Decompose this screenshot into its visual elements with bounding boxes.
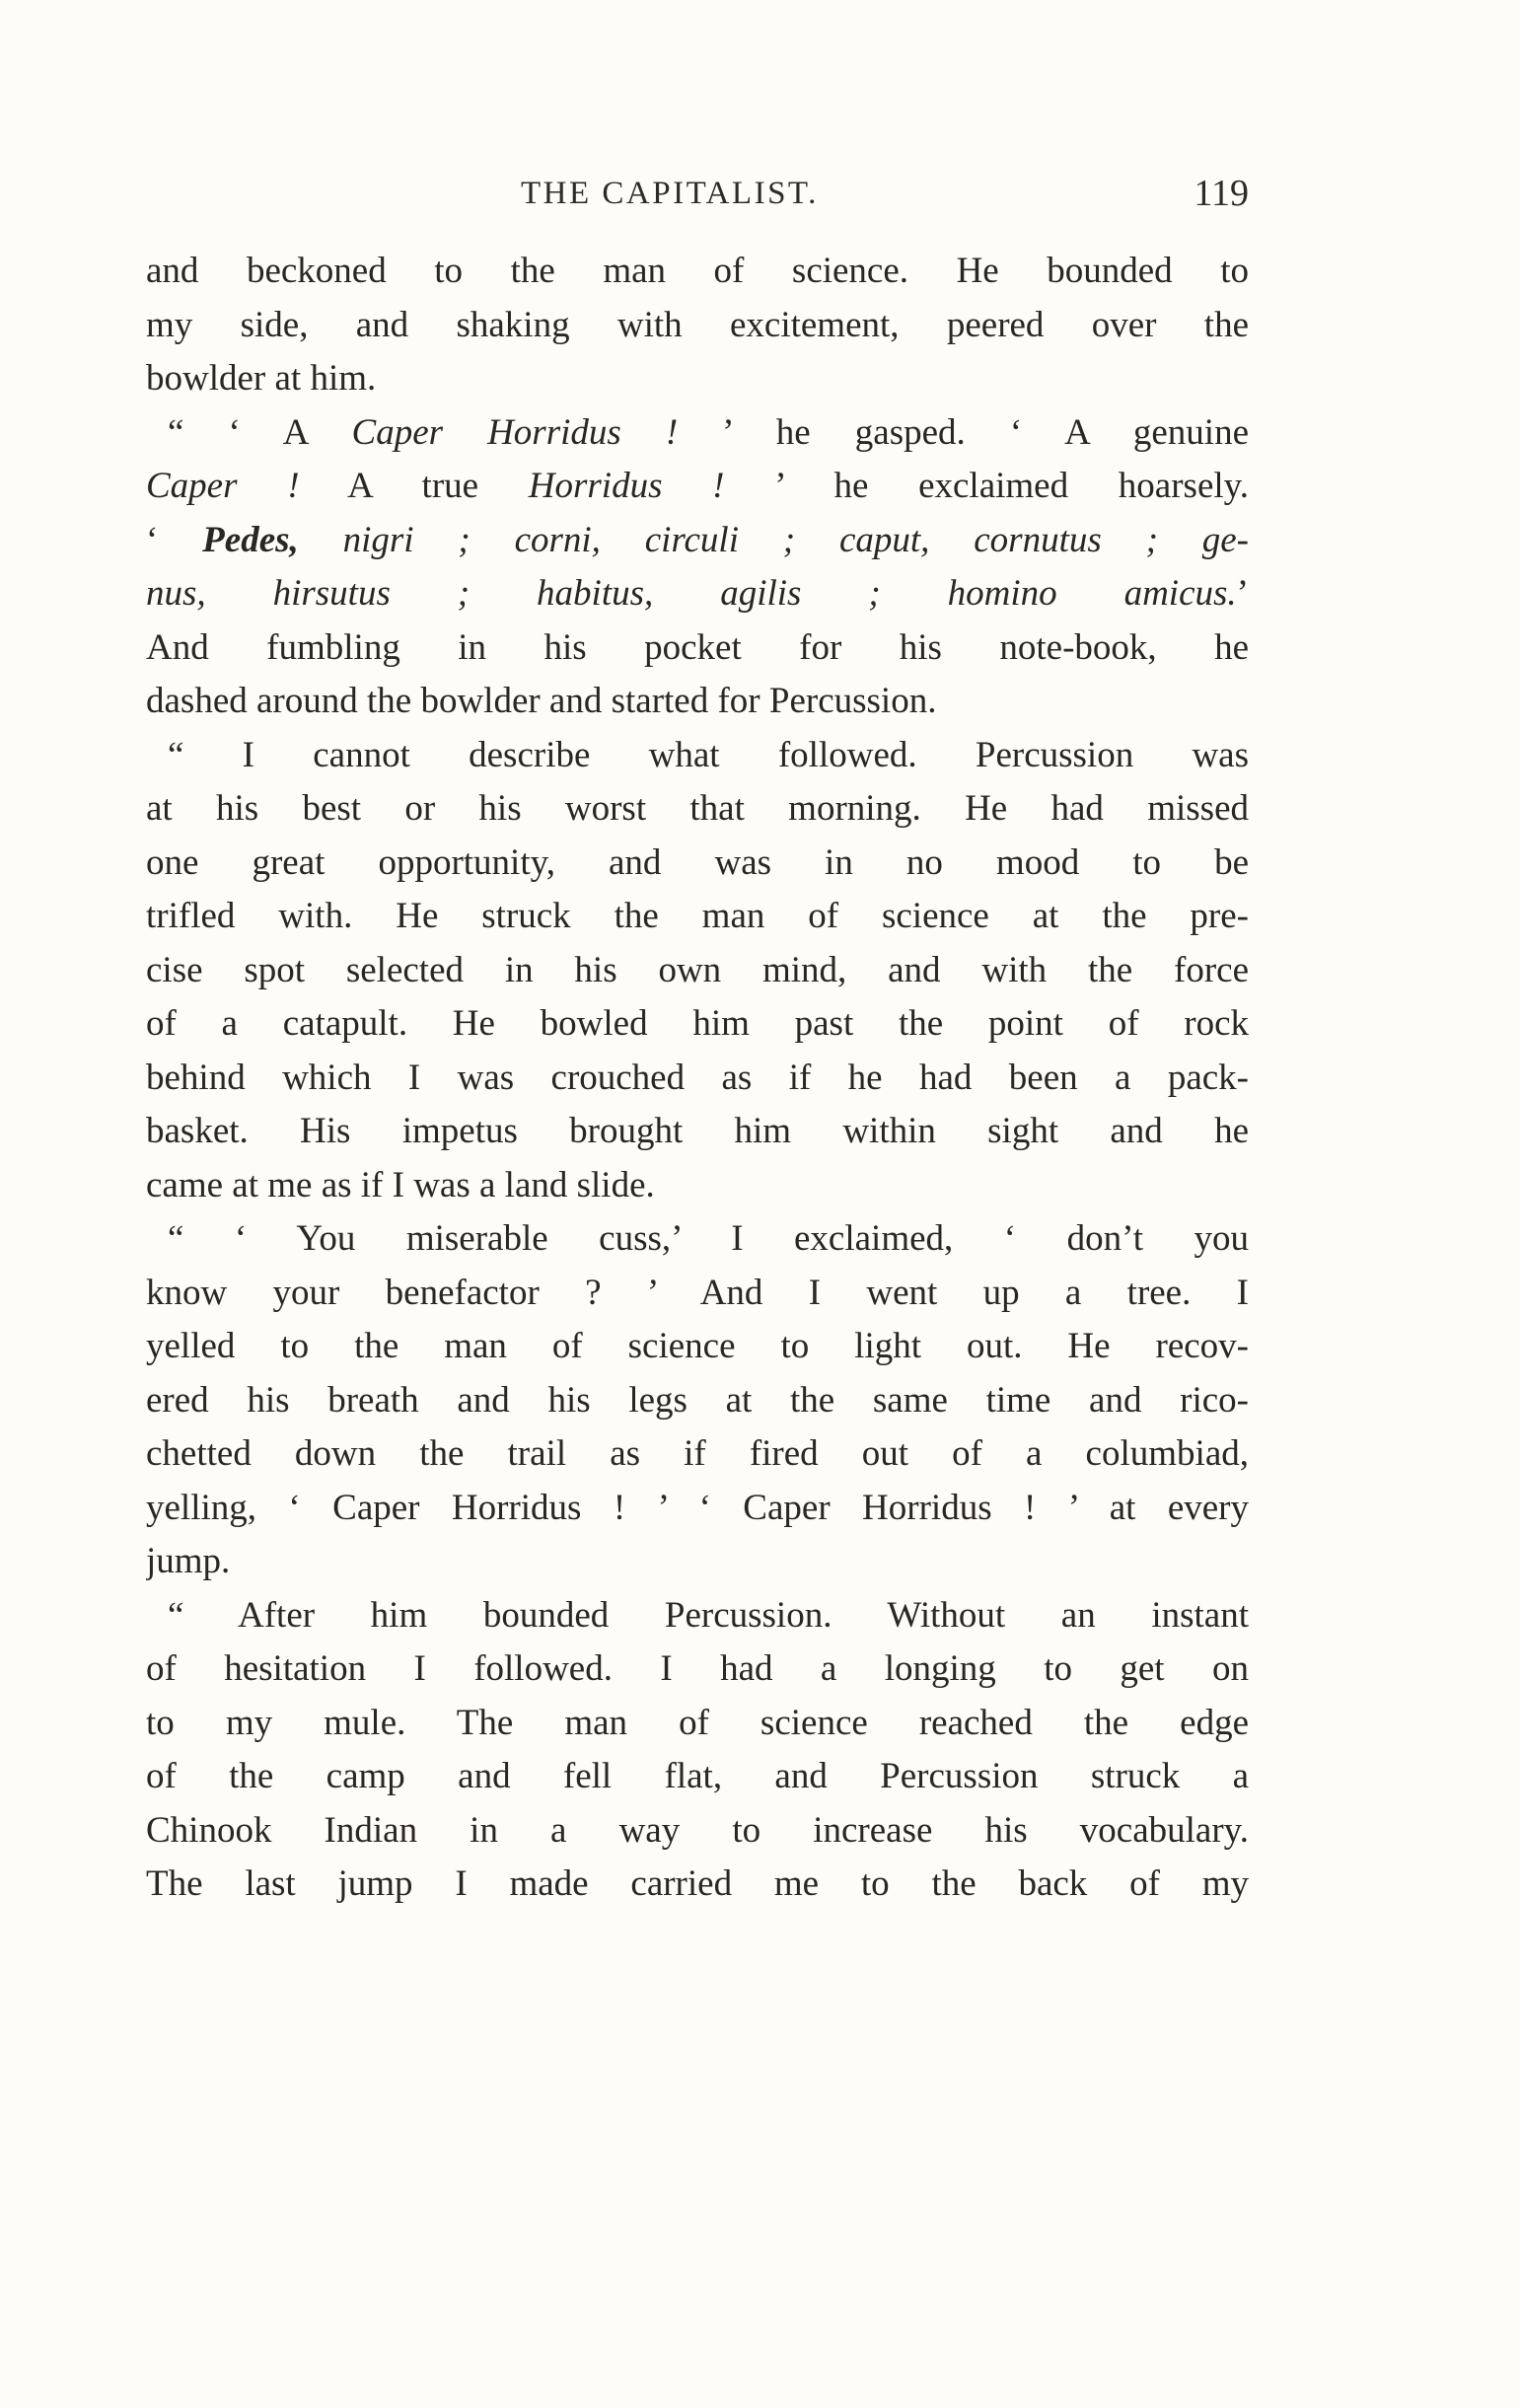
text-line xyxy=(146,1267,1249,1321)
text-segment: of the camp and fell flat, and Percussion struck a xyxy=(146,1756,1249,1796)
text-line xyxy=(146,514,1249,568)
text-line xyxy=(146,837,1249,891)
text-segment: ered his breath and his legs at the same time and rico- xyxy=(146,1379,1249,1421)
text-line xyxy=(146,1052,1249,1106)
text-segment: ’ he exclaimed hoarsely. xyxy=(724,466,1249,506)
text-line xyxy=(146,245,1249,299)
text-line xyxy=(146,352,1249,406)
text-line xyxy=(146,1804,1249,1859)
text-segment: cise spot selected in his own mind, and with the force xyxy=(146,949,1249,990)
text-segment: A true xyxy=(299,466,529,506)
text-segment: basket. His impetus brought him within sight and he xyxy=(146,1111,1249,1151)
running-title: THE CAPITALIST. xyxy=(521,176,819,211)
text-line xyxy=(146,675,1249,729)
running-head xyxy=(146,173,1249,225)
text-line xyxy=(146,1482,1249,1536)
text-line xyxy=(146,944,1249,998)
text-line xyxy=(146,782,1249,837)
text-line xyxy=(146,1427,1249,1482)
text-line xyxy=(146,567,1249,621)
text-segment: and beckoned to the man of science. He bounded to xyxy=(146,251,1249,291)
text-segment: “ I cannot describe what followed. Percussion was xyxy=(168,734,1249,775)
text-segment: trifled with. He struck the man of science at the pre- xyxy=(146,896,1249,936)
text-line xyxy=(146,406,1249,461)
text-segment: came at me as if I was a land slide. xyxy=(146,1164,655,1205)
text-line xyxy=(146,460,1249,514)
text-segment: ’ xyxy=(1236,573,1249,614)
text-line xyxy=(146,1750,1249,1804)
text-segment: to my mule. The man of science reached the edge xyxy=(146,1702,1249,1743)
text-line xyxy=(146,1589,1249,1643)
italic-text: nus, hirsutus ; habitus, agilis ; homino amicus. xyxy=(146,573,1237,614)
bold-italic-text: Pedes, xyxy=(202,519,299,560)
italic-text: Caper ! xyxy=(146,466,300,506)
text-segment: at his best or his worst that morning. He had missed xyxy=(146,788,1249,829)
italic-text: nigri ; corni, circuli ; caput, cornutus ; ge- xyxy=(298,519,1249,560)
text-line xyxy=(146,1159,1249,1213)
text-line xyxy=(146,1535,1249,1589)
body-text xyxy=(146,245,1249,1912)
text-segment: one great opportunity, and was in no mood to be xyxy=(146,841,1249,883)
text-line xyxy=(146,1374,1249,1428)
text-line xyxy=(146,1858,1249,1912)
text-line xyxy=(146,997,1249,1052)
text-segment: “ ‘ You miserable cuss,’ I exclaimed, ‘ don’t you xyxy=(168,1218,1249,1259)
text-segment: of a catapult. He bowled him past the point of rock xyxy=(146,1003,1249,1044)
text-segment: “ ‘ A xyxy=(168,411,352,453)
text-segment: ’ he gasped. ‘ A genuine xyxy=(678,411,1249,453)
text-line xyxy=(146,729,1249,783)
text-line xyxy=(146,1105,1249,1159)
text-line xyxy=(146,890,1249,944)
text-segment: yelling, ‘ Caper Horridus ! ’ ‘ Caper Horridus ! ’ at every xyxy=(146,1487,1249,1528)
text-segment: of hesitation I followed. I had a longing to get on xyxy=(146,1648,1249,1689)
text-segment: bowlder at him. xyxy=(146,358,377,399)
text-segment: know your benefactor ? ’ And I went up a tree. I xyxy=(146,1272,1249,1313)
text-segment: “ After him bounded Percussion. Without an instant xyxy=(168,1594,1249,1636)
text-segment: dashed around the bowlder and started for Percussion. xyxy=(146,681,937,721)
text-line xyxy=(146,1212,1249,1267)
text-line xyxy=(146,1320,1249,1374)
text-segment: Chinook Indian in a way to increase his vocabulary. xyxy=(146,1809,1249,1851)
italic-text: Caper Horridus ! xyxy=(351,411,679,453)
text-segment: yelled to the man of science to light out. He recov- xyxy=(146,1326,1249,1366)
text-segment: behind which I was crouched as if he had been a pack- xyxy=(146,1057,1249,1098)
text-segment: And fumbling in his pocket for his note-book, he xyxy=(146,626,1249,668)
text-segment: chetted down the trail as if fired out of a columbiad, xyxy=(146,1433,1249,1474)
text-segment: The last jump I made carried me to the back of my xyxy=(146,1863,1249,1904)
text-line xyxy=(146,1642,1249,1697)
text-segment: my side, and shaking with excitement, peered over the xyxy=(146,304,1249,345)
text-line xyxy=(146,299,1249,353)
italic-text: Horridus ! xyxy=(528,466,725,506)
text-segment: jump. xyxy=(146,1541,231,1581)
text-line xyxy=(146,1697,1249,1751)
page-number: 119 xyxy=(1194,173,1249,214)
text-segment: ‘ xyxy=(146,519,203,560)
text-line xyxy=(146,621,1249,676)
